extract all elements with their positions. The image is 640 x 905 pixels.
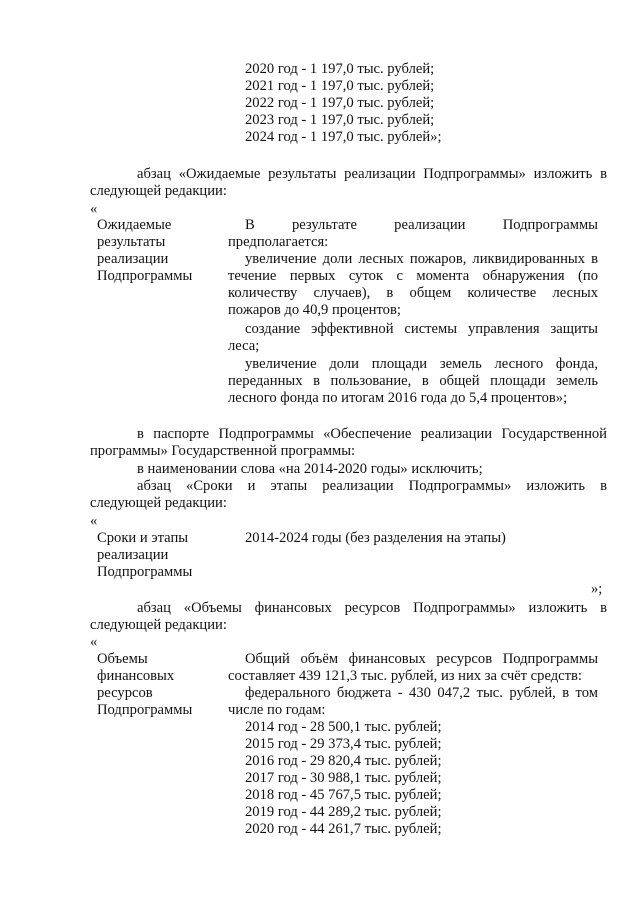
funding-year-line: 2020 год - 44 261,7 тыс. рублей;: [245, 821, 442, 837]
quote-close: »;: [591, 581, 603, 597]
block-label: реализации: [97, 251, 169, 267]
quote-open: «: [90, 513, 98, 529]
block-text-line: В результате реализации Подпрограммы: [245, 217, 598, 233]
funding-year-line: 2023 год - 1 197,0 тыс. рублей;: [245, 112, 435, 128]
paragraph-line: следующей редакции:: [90, 495, 227, 511]
funding-year-line: 2014 год - 28 500,1 тыс. рублей;: [245, 719, 442, 735]
funding-year-line: 2019 год - 44 289,2 тыс. рублей;: [245, 804, 442, 820]
paragraph-line: следующей редакции:: [90, 183, 227, 199]
paragraph-line: абзац «Ожидаемые результаты реализации Подпрограммы» изложить в: [137, 166, 607, 182]
block-label: реализации: [97, 547, 169, 563]
block-text-line: предполагается:: [228, 234, 329, 250]
block-text-line: количеству случаев), в общем количестве лесных: [228, 285, 598, 301]
block-text-line: составляет 439 121,3 тыс. рублей, из них за счёт средств:: [228, 668, 582, 684]
block-label: Ожидаемые: [97, 217, 172, 233]
paragraph-line: абзац «Сроки и этапы реализации Подпрограммы» изложить в: [137, 478, 607, 494]
paragraph-line: абзац «Объемы финансовых ресурсов Подпрограммы» изложить в: [137, 600, 607, 616]
block-text-line: 2014-2024 годы (без разделения на этапы): [245, 530, 506, 546]
block-label: финансовых: [97, 668, 175, 684]
block-label: ресурсов: [97, 685, 153, 701]
funding-year-line: 2020 год - 1 197,0 тыс. рублей;: [245, 61, 435, 77]
funding-year-line: 2017 год - 30 988,1 тыс. рублей;: [245, 770, 442, 786]
funding-year-line: 2024 год - 1 197,0 тыс. рублей»;: [245, 129, 442, 145]
quote-open: «: [90, 201, 98, 217]
block-text-line: увеличение доли лесных пожаров, ликвидированных в: [245, 251, 598, 267]
funding-year-line: 2016 год - 29 820,4 тыс. рублей;: [245, 753, 442, 769]
paragraph-line: в паспорте Подпрограммы «Обеспечение реализации Государственной: [137, 426, 607, 442]
funding-year-line: 2022 год - 1 197,0 тыс. рублей;: [245, 95, 435, 111]
block-text-line: создание эффективной системы управления защиты: [245, 321, 598, 337]
paragraph-line: следующей редакции:: [90, 617, 227, 633]
block-text-line: федерального бюджета - 430 047,2 тыс. рублей, в том: [245, 685, 598, 701]
block-text-line: течение первых суток с момента обнаружения (по: [228, 268, 598, 284]
block-text-line: пожаров до 40,9 процентов;: [228, 302, 401, 318]
block-text-line: увеличение доли площади земель лесного фонда,: [245, 356, 598, 372]
block-label: Подпрограммы: [97, 702, 193, 718]
funding-year-line: 2015 год - 29 373,4 тыс. рублей;: [245, 736, 442, 752]
block-label: Объемы: [97, 651, 148, 667]
block-label: Подпрограммы: [97, 268, 193, 284]
block-text-line: переданных в пользование, в общей площади земель: [228, 373, 598, 389]
block-text-line: Общий объём финансовых ресурсов Подпрограммы: [245, 651, 598, 667]
block-label: Сроки и этапы: [97, 530, 189, 546]
block-text-line: лесного фонда по итогам 2016 года до 5,4 процентов»;: [228, 390, 568, 406]
quote-open: «: [90, 634, 98, 650]
funding-year-line: 2018 год - 45 767,5 тыс. рублей;: [245, 787, 442, 803]
paragraph-line: в наименовании слова «на 2014-2020 годы» исключить;: [137, 461, 483, 477]
block-label: Подпрограммы: [97, 564, 193, 580]
paragraph-line: программы» Государственной программы:: [90, 443, 356, 459]
funding-year-line: 2021 год - 1 197,0 тыс. рублей;: [245, 78, 435, 94]
block-label: результаты: [97, 234, 166, 250]
block-text-line: числе по годам:: [228, 702, 326, 718]
block-text-line: леса;: [228, 338, 260, 354]
